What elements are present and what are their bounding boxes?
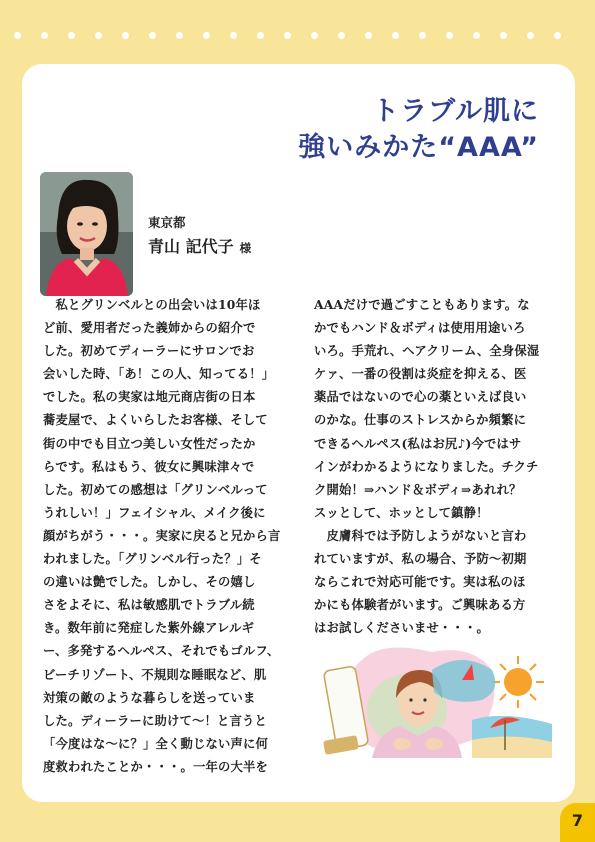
decorative-dot: [176, 32, 183, 39]
decorative-dot: [14, 32, 21, 39]
decorative-dot: [338, 32, 345, 39]
article-body-right-column: AAAだけで過ごすこともあります。な かでもハンド＆ボディは使用用途いろ いろ。手荒れ、ヘアクリーム、全身保湿 ケァ、一番の役割は炎症を抑える、医 薬品ではないので心の薬といえば良い のかな。仕事のストレスからか頻繁に できるヘルペス(私はお尻♪)今ではサ インがわかるようになりました。チクチ ク開始！⇒ハンド＆ボディ⇒あれれ？ スッとして、ホッとして鎮静！ 皮膚科では予防しようがないと言わ れていますが、私の場合、予防～初期 ならこれで対応可能です。実は私のほ かにも体験者がいます。ご興味ある方 はお試しくださいませ・・・。: [314, 297, 540, 636]
decorative-dot: [284, 32, 291, 39]
decorative-dot: [68, 32, 75, 39]
decorative-dot: [500, 32, 507, 39]
decorative-dot: [122, 32, 129, 39]
decorative-dot: [203, 32, 210, 39]
page-number: 7: [571, 811, 584, 830]
decorative-dot: [311, 32, 318, 39]
decorative-dot: [419, 32, 426, 39]
sun-icon: [492, 656, 544, 708]
article-body-left-column: 私とグリンベルとの出会いは10年ほ ど前、愛用者だった義姉からの紹介で した。初めてディーラーにサロンでお 会いした時、「あ！この人、知ってる！」 でした。私の実家は地元商店街の日本 蕎麦屋で、よくいらしたお客様、そして 街の中でも目立つ美しい女性だったか らです。私はもう、彼女に興味津々で した。初めての感想は「グリンベルって うれしい！」フェイシャル、メイク後に 顔がちがう・・・。実家に戻ると兄から言 われました。「グリンベル行った？」そ の違いは艶でした。しかし、その嬉し さをよそに、私は敏感肌でトラブル続 き。数年前に発症した紫外線アレルギ ー、多発するヘルペス、それでもゴルフ、 ビーチリゾート、不規則な睡眠など、肌 対策の敵のような暮らしを送っていま した。ディーラーに助けて～！と言うと 「今度はな～に？」全く動じない声に何 度救われたことか・・・。一年の大半を: [43, 297, 281, 774]
decorative-dot: [554, 32, 561, 39]
decorative-dot: [527, 32, 534, 39]
decorative-dot: [392, 32, 399, 39]
decorative-dot: [149, 32, 156, 39]
decorative-dot: [230, 32, 237, 39]
decorative-dot: [257, 32, 264, 39]
author-name: 青山 記代子: [148, 237, 234, 256]
decorative-dot: [365, 32, 372, 39]
author-photo: [40, 172, 133, 296]
decorative-dot: [41, 32, 48, 39]
author-info: [148, 214, 251, 259]
article-title: [298, 94, 539, 166]
decorative-dot: [446, 32, 453, 39]
author-name-line: [148, 236, 251, 259]
author-prefecture: 東京都: [148, 215, 186, 230]
title-line-2: 強いみかた“AAA”: [298, 132, 539, 163]
author-honorific: 様: [239, 241, 252, 255]
decorative-dot-row: [0, 32, 595, 44]
title-line-1: トラブル肌に: [372, 96, 539, 127]
decorative-dot: [473, 32, 480, 39]
illustration-woman-with-cream: [322, 640, 554, 758]
page-number-tab: [560, 803, 595, 842]
decorative-dot: [95, 32, 102, 39]
